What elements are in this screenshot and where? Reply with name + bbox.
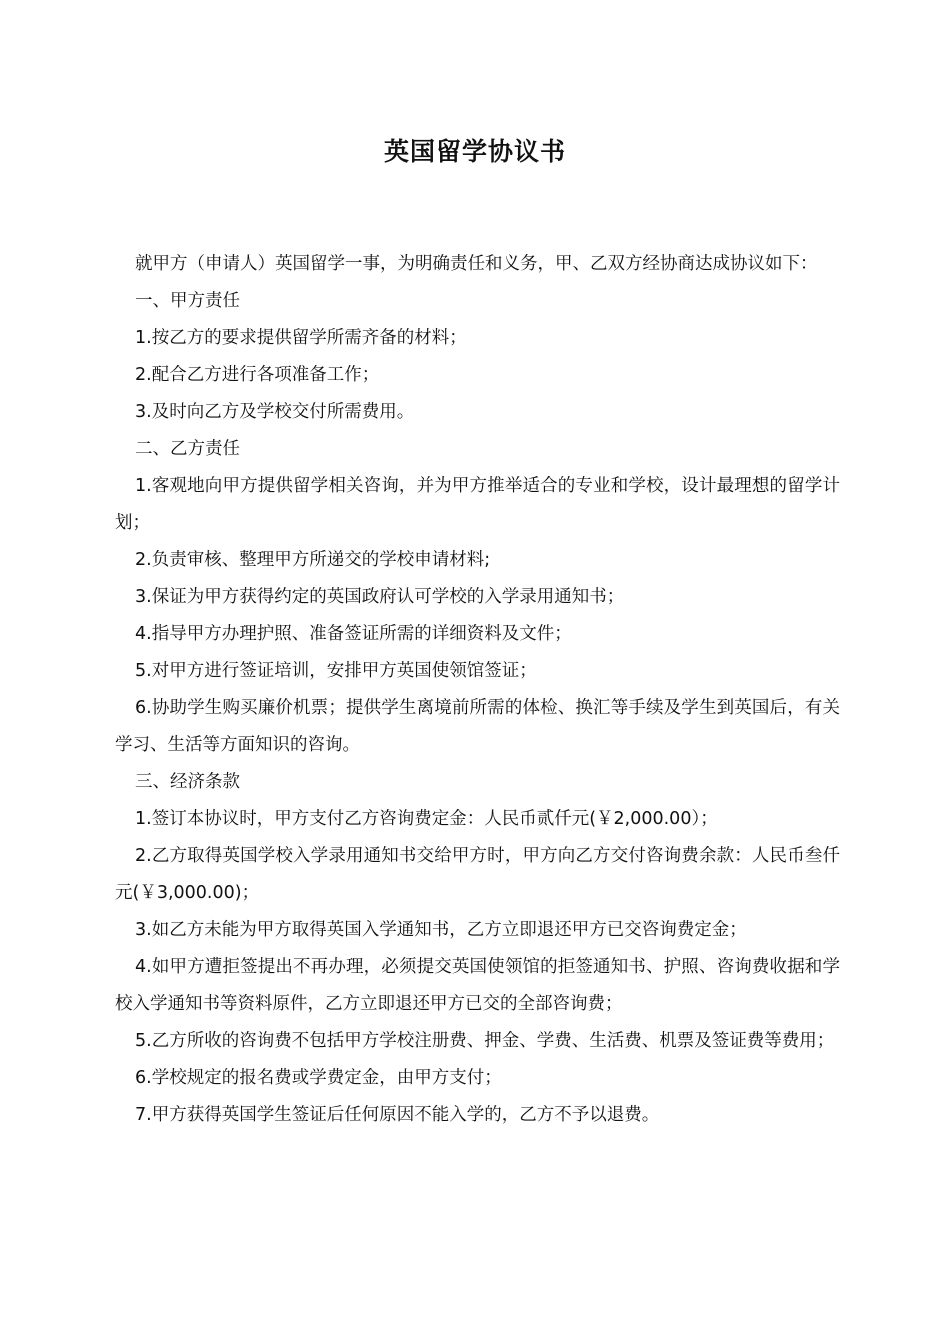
- section-heading-party-a: 一、甲方责任: [135, 291, 240, 311]
- party-b-clause-2: 2.负责审核、整理甲方所递交的学校申请材料;: [135, 550, 491, 570]
- party-b-clause-6: 6.协助学生购买廉价机票；提供学生离境前所需的体检、换汇等手续及学生到英国后，有关学习、生活等方面知识的咨询。: [115, 698, 840, 755]
- party-a-clause-2: 2.配合乙方进行各项准备工作；: [135, 365, 380, 385]
- economic-clause-1: 1.签订本协议时，甲方支付乙方咨询费定金：人民币贰仟元(￥2,000.00）；: [135, 809, 718, 829]
- party-a-clause-1: 1.按乙方的要求提供留学所需齐备的材料；: [135, 328, 467, 348]
- intro-paragraph: 就甲方（申请人）英国留学一事，为明确责任和义务，甲、乙双方经协商达成协议如下：: [135, 254, 818, 274]
- document-title: 英国留学协议书: [383, 137, 566, 166]
- party-a-clause-3: 3.及时向乙方及学校交付所需费用。: [135, 402, 415, 422]
- economic-clause-5: 5.乙方所收的咨询费不包括甲方学校注册费、押金、学费、生活费、机票及签证费等费用；: [135, 1031, 835, 1051]
- section-heading-economic-terms: 三、经济条款: [135, 772, 240, 792]
- economic-clause-7: 7.甲方获得英国学生签证后任何原因不能入学的，乙方不予以退费。: [135, 1105, 660, 1125]
- party-b-clause-3: 3.保证为甲方获得约定的英国政府认可学校的入学录用通知书；: [135, 587, 625, 607]
- party-b-clause-1: 1.客观地向甲方提供留学相关咨询，并为甲方推举适合的专业和学校，设计最理想的留学计划；: [115, 476, 840, 533]
- section-heading-party-b: 二、乙方责任: [135, 439, 240, 459]
- economic-clause-3: 3.如乙方未能为甲方取得英国入学通知书，乙方立即退还甲方已交咨询费定金；: [135, 920, 747, 940]
- economic-clause-4: 4.如甲方遭拒签提出不再办理，必须提交英国使领馆的拒签通知书、护照、咨询费收据和学校入学通知书等资料原件，乙方立即退还甲方已交的全部咨询费；: [115, 957, 840, 1014]
- economic-clause-2: 2.乙方取得英国学校入学录用通知书交给甲方时，甲方向乙方交付咨询费余款：人民币叁仟元(￥3,000.00)；: [115, 846, 840, 903]
- document-body: [115, 246, 840, 1134]
- economic-clause-6: 6.学校规定的报名费或学费定金，由甲方支付；: [135, 1068, 502, 1088]
- party-b-clause-5: 5.对甲方进行签证培训，安排甲方英国使领馆签证；: [135, 661, 537, 681]
- party-b-clause-4: 4.指导甲方办理护照、准备签证所需的详细资料及文件；: [135, 624, 572, 644]
